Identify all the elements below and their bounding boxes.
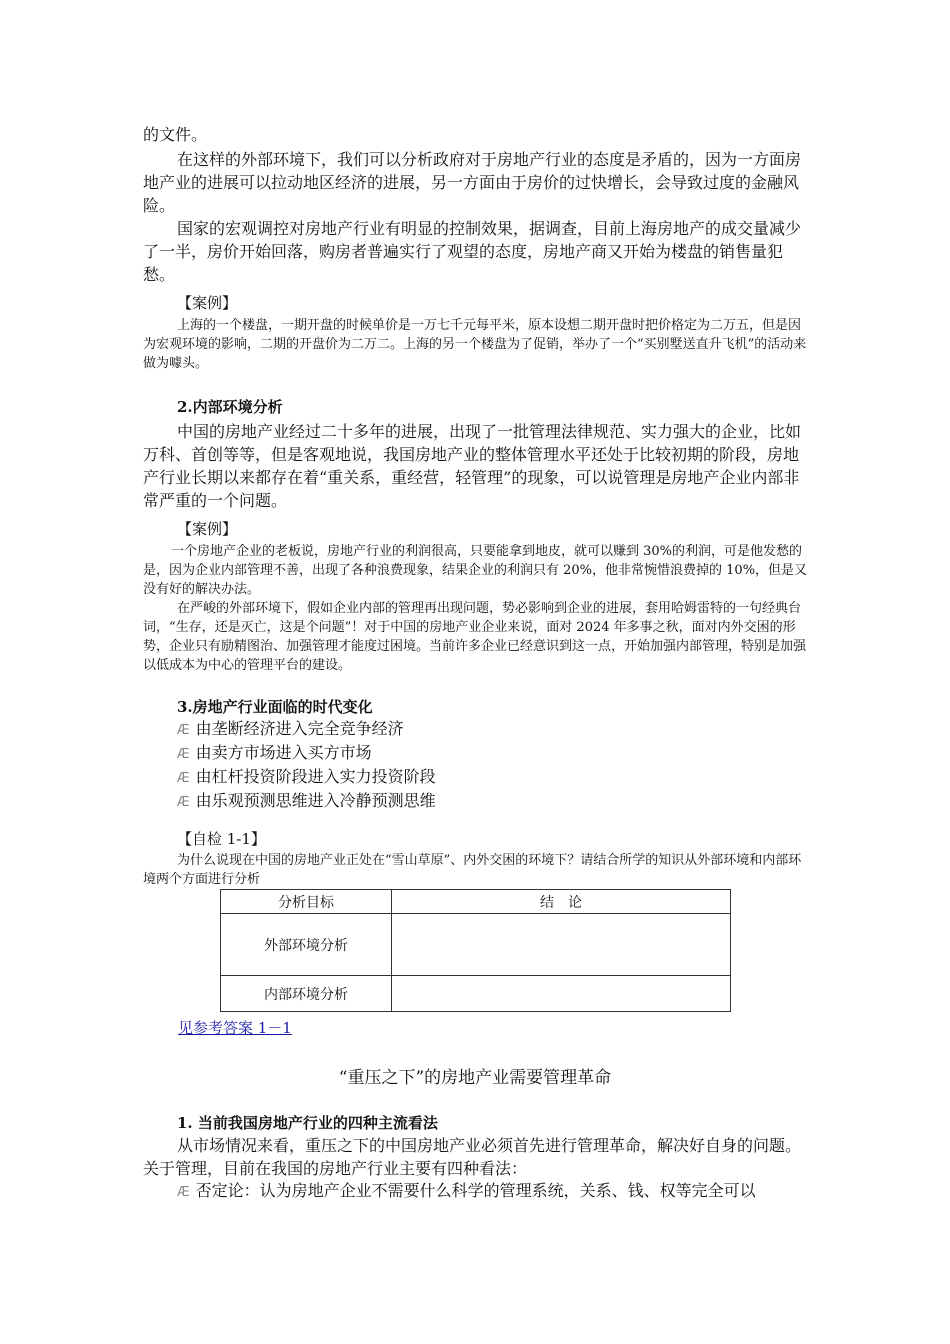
section-title: “重压之下”的房地产业需要管理革命 bbox=[338, 1068, 612, 1088]
case-text: 一个房地产企业的老板说，房地产行业的利润很高，只要能拿到地皮，就可以赚到 30%的利润，可是他发愁的是，因为企业内部管理不善，出现了各种浪费现象，结果企业的利润只有 20%，他非常惋惜浪费掉的 10%，但是又没有好的解决办法。 bbox=[143, 544, 808, 597]
list-item: Æ 由乐观预测思维进入冷静预测思维 bbox=[177, 791, 436, 810]
selfcheck-label: 【自检 1-1】 bbox=[177, 830, 266, 848]
paragraph-market-view: 从市场情况来看，重压之下的中国房地产业必须首先进行管理革命，解决好自身的问题。关于管理，目前在我国的房地产行业主要有四种看法： bbox=[143, 1136, 802, 1178]
case-text: 上海的一个楼盘，一期开盘的时候单价是一万七千元每平米，原本设想二期开盘时把价格定为二万五，但是因为宏观环境的影响，二期的开盘价为二万二。上海的另一个楼盘为了促销，举办了一个“买别墅送直升飞机”的活动来做为噱头。 bbox=[143, 318, 807, 371]
selfcheck-question: 为什么说现在中国的房地产业正处在“雪山草原”、内外交困的环境下？请结合所学的知识从外部环境和内部环境两个方面进行分析 bbox=[143, 853, 802, 887]
bullet-marker: Æ bbox=[177, 1185, 190, 1200]
paragraph-macro-control: 国家的宏观调控对房地产行业有明显的控制效果，据调查，目前上海房地产的成交量减少了一半，房价开始回落，购房者普遍实行了观望的态度，房地产商又开始为楼盘的销售量犯愁。 bbox=[143, 219, 802, 284]
table-row-label: 外部环境分析 bbox=[221, 914, 392, 976]
section-heading: 1. 当前我国房地产行业的四种主流看法 bbox=[177, 1114, 438, 1132]
list-item: Æ 由垄断经济进入完全竞争经济 bbox=[177, 719, 404, 738]
table-row-label: 内部环境分析 bbox=[221, 976, 392, 1012]
bullet-marker: Æ bbox=[177, 723, 190, 738]
change-list bbox=[143, 718, 808, 814]
answer-link[interactable]: 见参考答案 1－1 bbox=[178, 1019, 292, 1037]
table-header-conclusion: 结 论 bbox=[392, 890, 731, 914]
section-heading: 3.房地产行业面临的时代变化 bbox=[177, 698, 373, 716]
list-item: Æ 由杠杆投资阶段进入实力投资阶段 bbox=[177, 767, 436, 786]
case-label: 【案例】 bbox=[177, 520, 238, 538]
list-item: Æ 由卖方市场进入买方市场 bbox=[177, 743, 372, 762]
paragraph-government-attitude: 在这样的外部环境下，我们可以分析政府对于房地产行业的态度是矛盾的，因为一方面房地产业的进展可以拉动地区经济的进展，另一方面由于房价的过快增长，会导致过度的金融风险。 bbox=[143, 150, 802, 215]
paragraph-continuation: 的文件。 bbox=[143, 125, 208, 144]
table-header-target: 分析目标 bbox=[221, 890, 392, 914]
bullet-marker: Æ bbox=[177, 771, 190, 786]
section-heading: 2.内部环境分析 bbox=[177, 398, 283, 416]
bullet-marker: Æ bbox=[177, 795, 190, 810]
table-answer-cell[interactable] bbox=[392, 914, 731, 976]
bullet-marker: Æ bbox=[177, 747, 190, 762]
list-item: Æ 否定论：认为房地产企业不需要什么科学的管理系统，关系、钱、权等完全可以 bbox=[177, 1181, 756, 1200]
analysis-table bbox=[220, 889, 731, 1012]
table-answer-cell[interactable] bbox=[392, 976, 731, 1012]
paragraph-internal-environment: 中国的房地产业经过二十多年的进展，出现了一批管理法律规范、实力强大的企业，比如万科、首创等等，但是客观地说，我国房地产业的整体管理水平还处于比较初期的阶段，房地产行业长期以来都存在着“重关系，重经营，轻管理”的现象，可以说管理是房地产企业内部非常严重的一个问题。 bbox=[143, 422, 802, 510]
case-label: 【案例】 bbox=[177, 294, 238, 312]
case-text: 在严峻的外部环境下，假如企业内部的管理再出现问题，势必影响到企业的进展，套用哈姆雷特的一句经典台词，“生存，还是灭亡，这是个问题”！对于中国的房地产业企业来说，面对 2024 年多事之秋，面对内外交困的形势，企业只有励精图治、加强管理才能度过困境。当前许多企业已经意识到这一点，开始加强内部管理，特别是加强以低成本为中心的管理平台的建设。 bbox=[143, 601, 807, 673]
